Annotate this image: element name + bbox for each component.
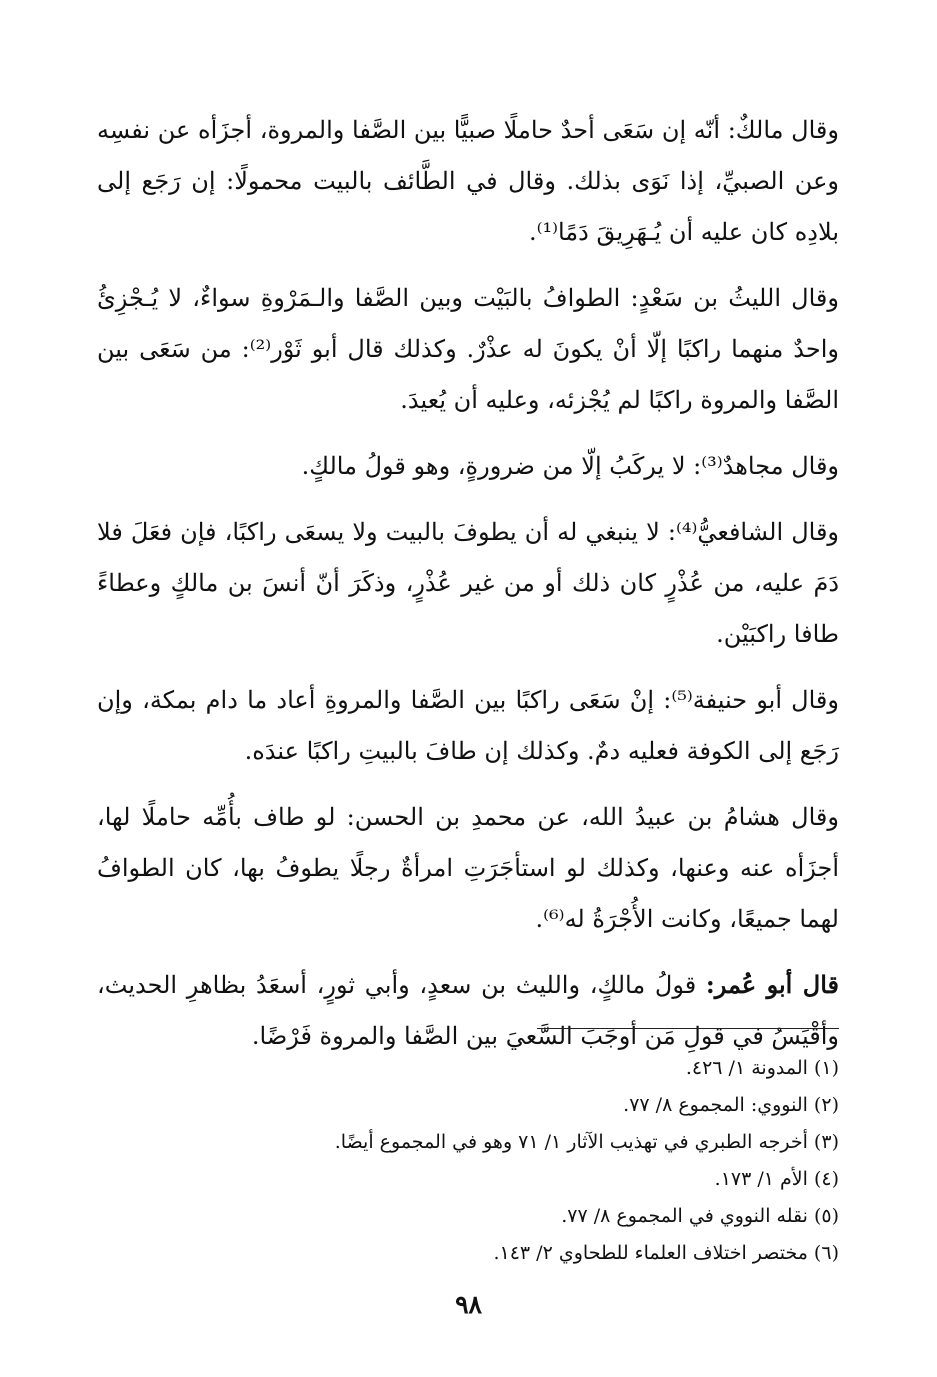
footnote-4: (٤) الأم ١/ ١٧٣. [714,1168,839,1190]
footnote-6: (٦) مختصر اختلاف العلماء للطحاوي ٢/ ١٤٣. [493,1242,839,1264]
paragraph-text: وقال مجاهدٌ⁽³⁾: لا يركَبُ إلّا من ضرورةٍ، وهو قولُ مالكٍ. [301,452,839,480]
footnote-2: (٢) النووي: المجموع ٨/ ٧٧. [623,1094,839,1116]
page-number: ٩٨ [455,1290,482,1319]
main-text [97,104,839,1076]
paragraph-text: وقال مالكٌ: أنّه إن سَعَى أحدٌ حاملًا صبيًّا بين الصَّفا والمروة، أجزَأه عن نفسِه وعن الصبيِّ، إذا نَوَى بذلك. وقال في الطَّائف بالبيت محمولًا: إن رَجَع إلى بلادِه كان عليه أن يُـهَرِيقَ دَمًا⁽¹⁾. [97,116,839,246]
paragraph-lead: قال أبو عُمر: [705,970,839,999]
footnotes [97,1050,839,1272]
paragraph-abu-umar [97,959,839,1062]
paragraph-text: قولُ مالكٍ، والليث بن سعدٍ، وأبي ثورٍ، أسعَدُ بظاهرِ الحديث، وأقْيَسُ في قولِ مَن أوجَبَ السَّعيَ بين الصَّفا والمروة فَرْضًا. [97,971,839,1050]
footnote-3: (٣) أخرجه الطبري في تهذيب الآثار ١/ ٧١ وهو في المجموع أيضًا. [334,1131,839,1153]
paragraph-mujahid [97,440,839,492]
paragraph-shafii [97,506,839,660]
paragraph-text: وقال الليثُ بن سَعْدٍ: الطوافُ بالبَيْت وبين الصَّفا والـمَرْوةِ سواءٌ، لا يُـجْزِئُ واحدٌ منهما راكبًا إلّا أنْ يكونَ له عذْرٌ. وكذلك قال أبو ثَوْر⁽²⁾: من سَعَى بين الصَّفا والمروة راكبًا لم يُجْزئه، وعليه أن يُعيدَ. [97,284,839,414]
paragraph-text: وقال الشافعيُّ⁽⁴⁾: لا ينبغي له أن يطوفَ بالبيت ولا يسعَى راكبًا، فإن فعَلَ فلا دَمَ عليه، من عُذْرٍ كان ذلك أو من غير عُذْرٍ، وذكَرَ أنّ أنسَ بن مالكٍ وعطاءً طافا راكبَيْن. [97,518,839,648]
paragraph-hisham [97,791,839,945]
paragraph-malik [97,104,839,258]
footnote-divider [537,1028,839,1029]
paragraph-text: وقال أبو حنيفة⁽⁵⁾: إنْ سَعَى راكبًا بين الصَّفا والمروةِ أعاد ما دام بمكة، وإن رَجَع إلى الكوفة فعليه دمٌ. وكذلك إن طافَ بالبيتِ راكبًا عندَه. [97,686,839,765]
paragraph-layth [97,272,839,426]
footnote-5: (٥) نقله النووي في المجموع ٨/ ٧٧. [561,1205,839,1227]
paragraph-text: وقال هشامُ بن عبيدُ الله، عن محمدِ بن الحسن: لو طاف بأُمِّه حاملًا لها، أجزَأه عنه وعنها، وكذلك لو استأجَرَتِ امرأةٌ رجلًا يطوفُ بها، كان الطوافُ لهما جميعًا، وكانت الأُجْرَةُ له⁽⁶⁾. [97,803,839,933]
footnote-1: (١) المدونة ١/ ٤٢٦. [685,1057,839,1079]
paragraph-abu-hanifa [97,674,839,777]
